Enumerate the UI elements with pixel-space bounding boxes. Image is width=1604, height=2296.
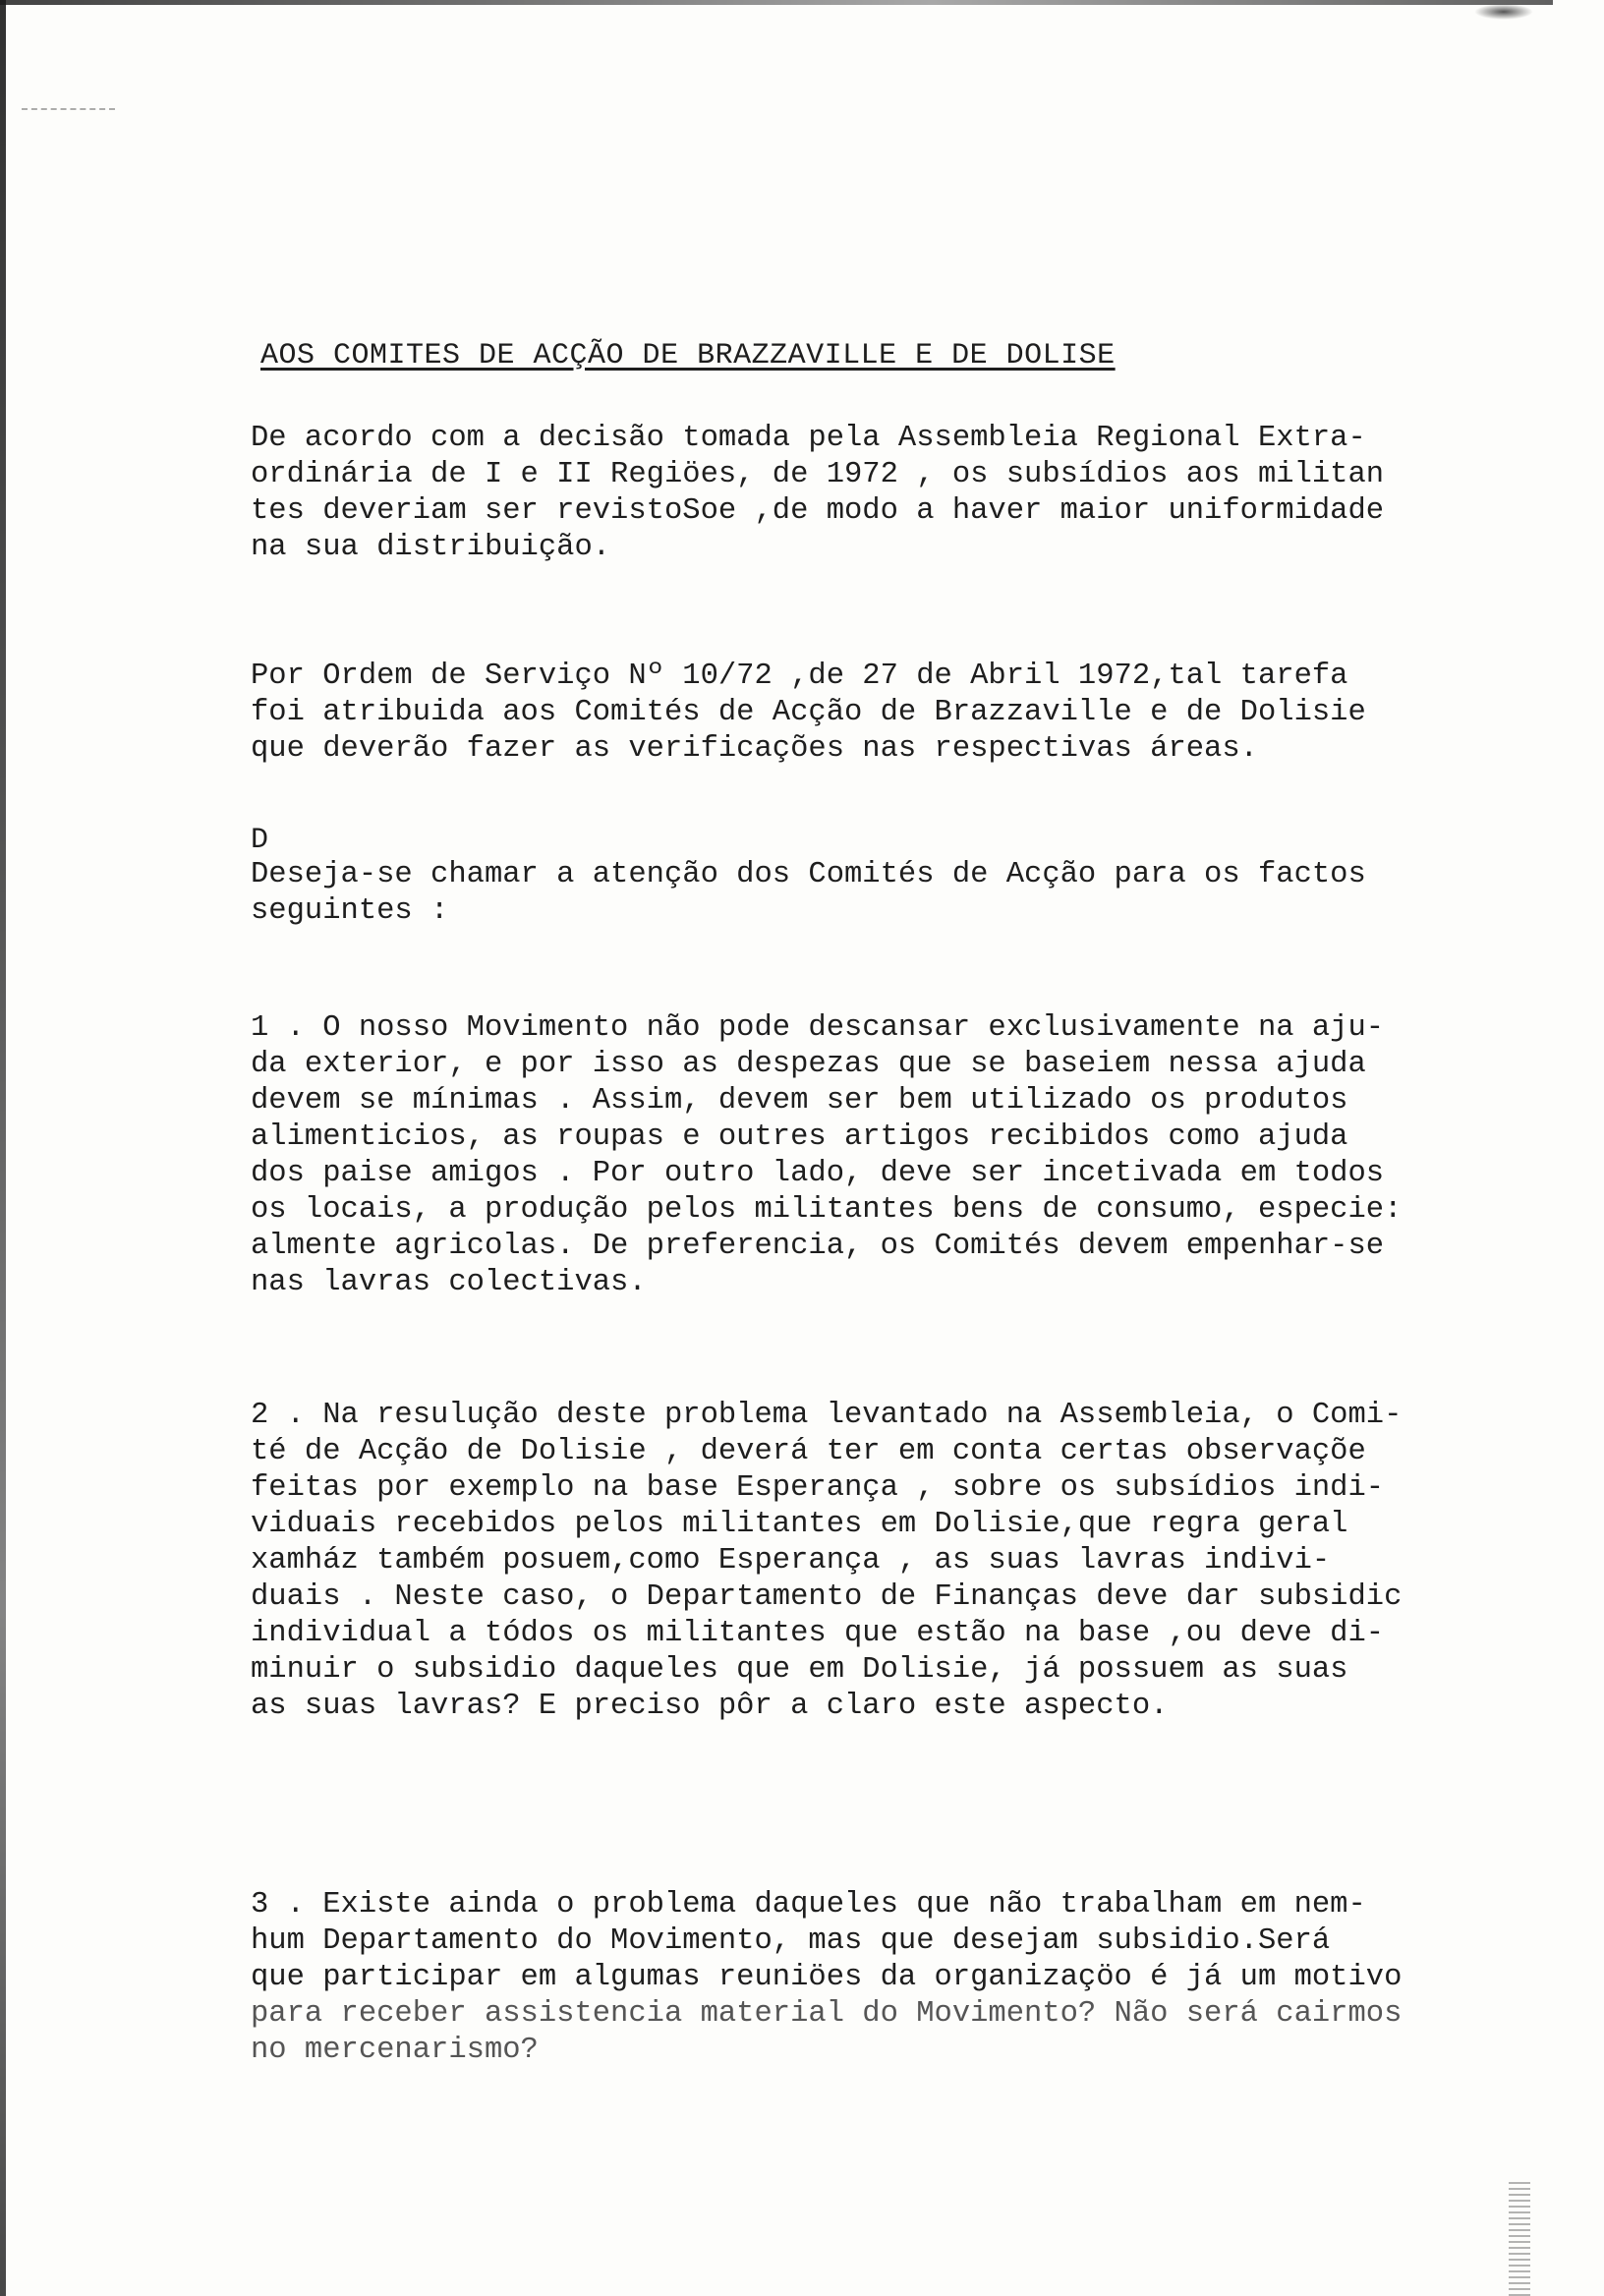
text-line: as suas lavras? E preciso pôr a claro este aspecto. (251, 1690, 1169, 1723)
paragraph-point-3 (251, 1887, 1538, 2069)
text-line: Por Ordem de Serviço Nº 10/72 ,de 27 de Abril 1972,tal tarefa (251, 660, 1348, 693)
text-line: nas lavras colectivas. (251, 1266, 647, 1299)
stray-letter: D (251, 824, 269, 857)
text-line: almente agricolas. De preferencia, os Comités devem empenhar-se (251, 1230, 1385, 1263)
text-line: seguintes : (251, 894, 449, 928)
text-line: hum Departamento do Movimento, mas que desejam subsidio.Será (251, 1924, 1331, 1958)
text-line: foi atribuida aos Comités de Acção de Brazzaville e de Dolisie (251, 696, 1366, 729)
paragraph-point-1 (251, 1010, 1538, 1301)
text-line: minuir o subsidio daqueles que em Dolisie, já possuem as suas (251, 1653, 1348, 1687)
scan-smudge (1474, 4, 1533, 20)
text-line: feitas por exemplo na base Esperança , sobre os subsídios indi- (251, 1471, 1385, 1505)
document-title: AOS COMITES DE ACÇÃO DE BRAZZAVILLE E DE DOLISE (260, 339, 1116, 373)
text-line: devem se mínimas . Assim, devem ser bem utilizado os produtos (251, 1084, 1348, 1118)
text-line: individual a tódos os militantes que estão na base ,ou deve di- (251, 1617, 1385, 1650)
paragraph-attention (251, 857, 1538, 930)
text-line: que participar em algumas reuniöes da organizaçöo é já um motivo (251, 1961, 1403, 1994)
text-line: Deseja-se chamar a atenção dos Comités de Acção para os factos (251, 858, 1366, 891)
paragraph-point-2 (251, 1398, 1538, 1725)
text-line: para receber assistencia material do Movimento? Não será cairmos (251, 1997, 1403, 2031)
text-line: ordinária de I e II Regiöes, de 1972 , os subsídios aos militan (251, 458, 1385, 491)
text-line: alimenticios, as roupas e outres artigos recibidos como ajuda (251, 1120, 1348, 1154)
text-line: té de Acção de Dolisie , deverá ter em conta certas observaçõe (251, 1435, 1366, 1468)
text-line: 2 . Na resulução deste problema levantado na Assembleia, o Comi- (251, 1399, 1403, 1432)
text-line: os locais, a produção pelos militantes bens de consumo, especie: (251, 1193, 1403, 1227)
text-line: na sua distribuição. (251, 531, 611, 564)
text-line: tes deveriam ser revistoSoe ,de modo a haver maior uniformidade (251, 494, 1385, 528)
text-line: no mercenarismo? (251, 2034, 539, 2067)
text-line: De acordo com a decisão tomada pela Assembleia Regional Extra- (251, 422, 1366, 455)
paragraph-order (251, 659, 1538, 768)
scan-edge-top (0, 0, 1553, 5)
paragraph-intro (251, 421, 1538, 566)
text-line: dos paise amigos . Por outro lado, deve ser incetivada em todos (251, 1157, 1385, 1190)
text-line: duais . Neste caso, o Departamento de Finanças deve dar subsidic (251, 1580, 1403, 1614)
scan-smudge (1509, 2182, 1530, 2296)
text-line: xamház também posuem,como Esperança , as suas lavras indivi- (251, 1544, 1331, 1578)
scan-mark (22, 98, 115, 110)
text-line: viduais recebidos pelos militantes em Dolisie,que regra geral (251, 1508, 1348, 1541)
text-line: que deverão fazer as verificações nas respectivas áreas. (251, 732, 1258, 766)
scan-edge-left (0, 0, 6, 2296)
text-line: 3 . Existe ainda o problema daqueles que não trabalham em nem- (251, 1888, 1366, 1922)
text-line: da exterior, e por isso as despezas que se baseiem nessa ajuda (251, 1048, 1366, 1081)
text-line: 1 . O nosso Movimento não pode descansar exclusivamente na aju- (251, 1011, 1385, 1045)
